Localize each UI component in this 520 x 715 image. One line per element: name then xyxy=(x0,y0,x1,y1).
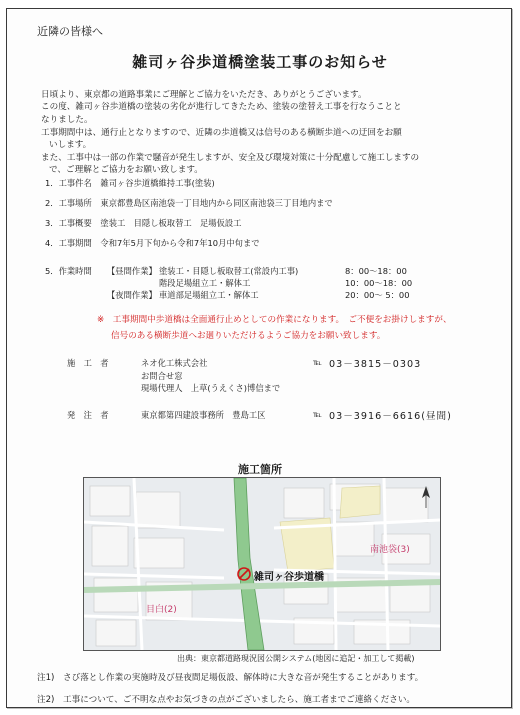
location-map xyxy=(83,477,441,651)
period-line: また、工事中は一部の作業で騒音が発生しますが、安全及び環境対策に十分配慮して施工しますの xyxy=(41,152,420,163)
hours-row xyxy=(107,277,412,289)
area-label-mejiro: 目白(2) xyxy=(146,605,177,615)
orderer-tel-prefix: ℡ xyxy=(313,409,322,419)
hours-time: 8：00～18：00 xyxy=(345,266,407,276)
hours-work: 階段足場組立工・解体工 xyxy=(159,278,251,288)
contractor-label: 施 工 者 xyxy=(67,358,109,368)
item-period xyxy=(45,237,260,249)
item-summary xyxy=(45,217,241,229)
orderer-phone: 03－3916－6616(昼間) xyxy=(329,411,452,422)
map-heading: 施工箇所 xyxy=(238,463,282,476)
contractor-phone: 03－3815－0303 xyxy=(329,359,422,370)
bridge-label: 雑司ヶ谷歩道橋 xyxy=(254,572,324,583)
item-hours-label: 5．作業時間 xyxy=(45,266,92,276)
hours-time: 20：00～ 5：00 xyxy=(345,290,410,300)
intro-line: なりました。 xyxy=(41,114,93,125)
contractor-company: ネオ化工株式会社 xyxy=(141,358,208,368)
notice-sheet xyxy=(6,8,512,708)
item-name xyxy=(45,177,215,189)
note-2: 注2) 工事について、ご不明な点やお気づきの点がございましたら、施工者までご連絡ください。 xyxy=(37,695,416,705)
orderer-office: 東京都第四建設事務所 豊島工区 xyxy=(141,410,266,420)
item-value: 雑司ヶ谷歩道橋維持工事(塗装) xyxy=(100,178,215,188)
contractor-contact: お問合せ窓 xyxy=(141,371,183,381)
contractor-tel-prefix: ℡ xyxy=(313,357,322,367)
item-label: 3．工事概要 xyxy=(45,218,92,228)
hours-work: 塗装工・目隠し板取替工(常設内工事) xyxy=(159,266,299,276)
intro-line: 日頃より、東京都の道路事業にご理解とご協力をいただき、ありがとうございます。 xyxy=(41,90,367,100)
period-line: で、ご理解とご協力をお願い致します。 xyxy=(49,165,203,176)
item-value: 令和7年5月下旬から令和7年10月中旬まで xyxy=(100,238,260,248)
item-location xyxy=(45,197,333,209)
closure-notice-line: 信号のある横断歩道へお廻りいただけるようご協力をお願い致します。 xyxy=(111,331,386,341)
period-line: いします。 xyxy=(49,140,92,151)
note-1: 注1) さび落とし作業の実施時及び昼夜間足場仮設、解体時に大きな音が発生することがあります。 xyxy=(37,673,424,683)
hours-row xyxy=(107,265,407,277)
item-label: 2．工事場所 xyxy=(45,198,92,208)
intro-paragraph xyxy=(41,89,481,126)
map-source: 出典：東京都道路現況図公開システム(地図に追記・加工して掲載) xyxy=(177,654,415,663)
item-label: 1．工事件名 xyxy=(45,178,92,188)
period-paragraph xyxy=(41,127,481,177)
item-value: 塗装工 目隠し板取替工 足場仮設工 xyxy=(100,218,242,228)
hours-row xyxy=(107,289,409,301)
closure-notice-line: ※ 工事期間中歩道橋は全面通行止めとしての作業になります。 ご不便をお掛けしますが、 xyxy=(97,315,452,325)
orderer-label: 発 注 者 xyxy=(67,410,109,420)
period-line: 工事期間中は、通行止となりますので、近隣の歩道橋又は信号のある横断歩道への迂回をお願 xyxy=(41,128,402,138)
intro-line: この度、雑司ヶ谷歩道橋の塗装の劣化が進行してきたため、塗装の塗替え工事を行なうことと xyxy=(41,102,402,113)
hours-kind: 【夜間作業】 xyxy=(107,290,157,300)
area-label-minami-ikebukuro: 南池袋(3) xyxy=(370,545,410,555)
hours-kind: 【昼間作業】 xyxy=(107,266,157,276)
hours-work: 車道部足場組立工・解体工 xyxy=(159,290,259,300)
item-label: 4．工事期間 xyxy=(45,238,92,248)
contractor-agent: 現場代理人 上草(うえくさ)博信まで xyxy=(141,383,281,393)
hours-time: 10：00～18：00 xyxy=(345,278,413,288)
map-graphic xyxy=(84,478,440,650)
page-title: 雑司ヶ谷歩道橋塗装工事のお知らせ xyxy=(132,53,388,71)
addressee: 近隣の皆様へ xyxy=(37,25,103,38)
item-value: 東京都豊島区南池袋一丁目地内から同区南池袋三丁目地内まで xyxy=(100,198,333,208)
